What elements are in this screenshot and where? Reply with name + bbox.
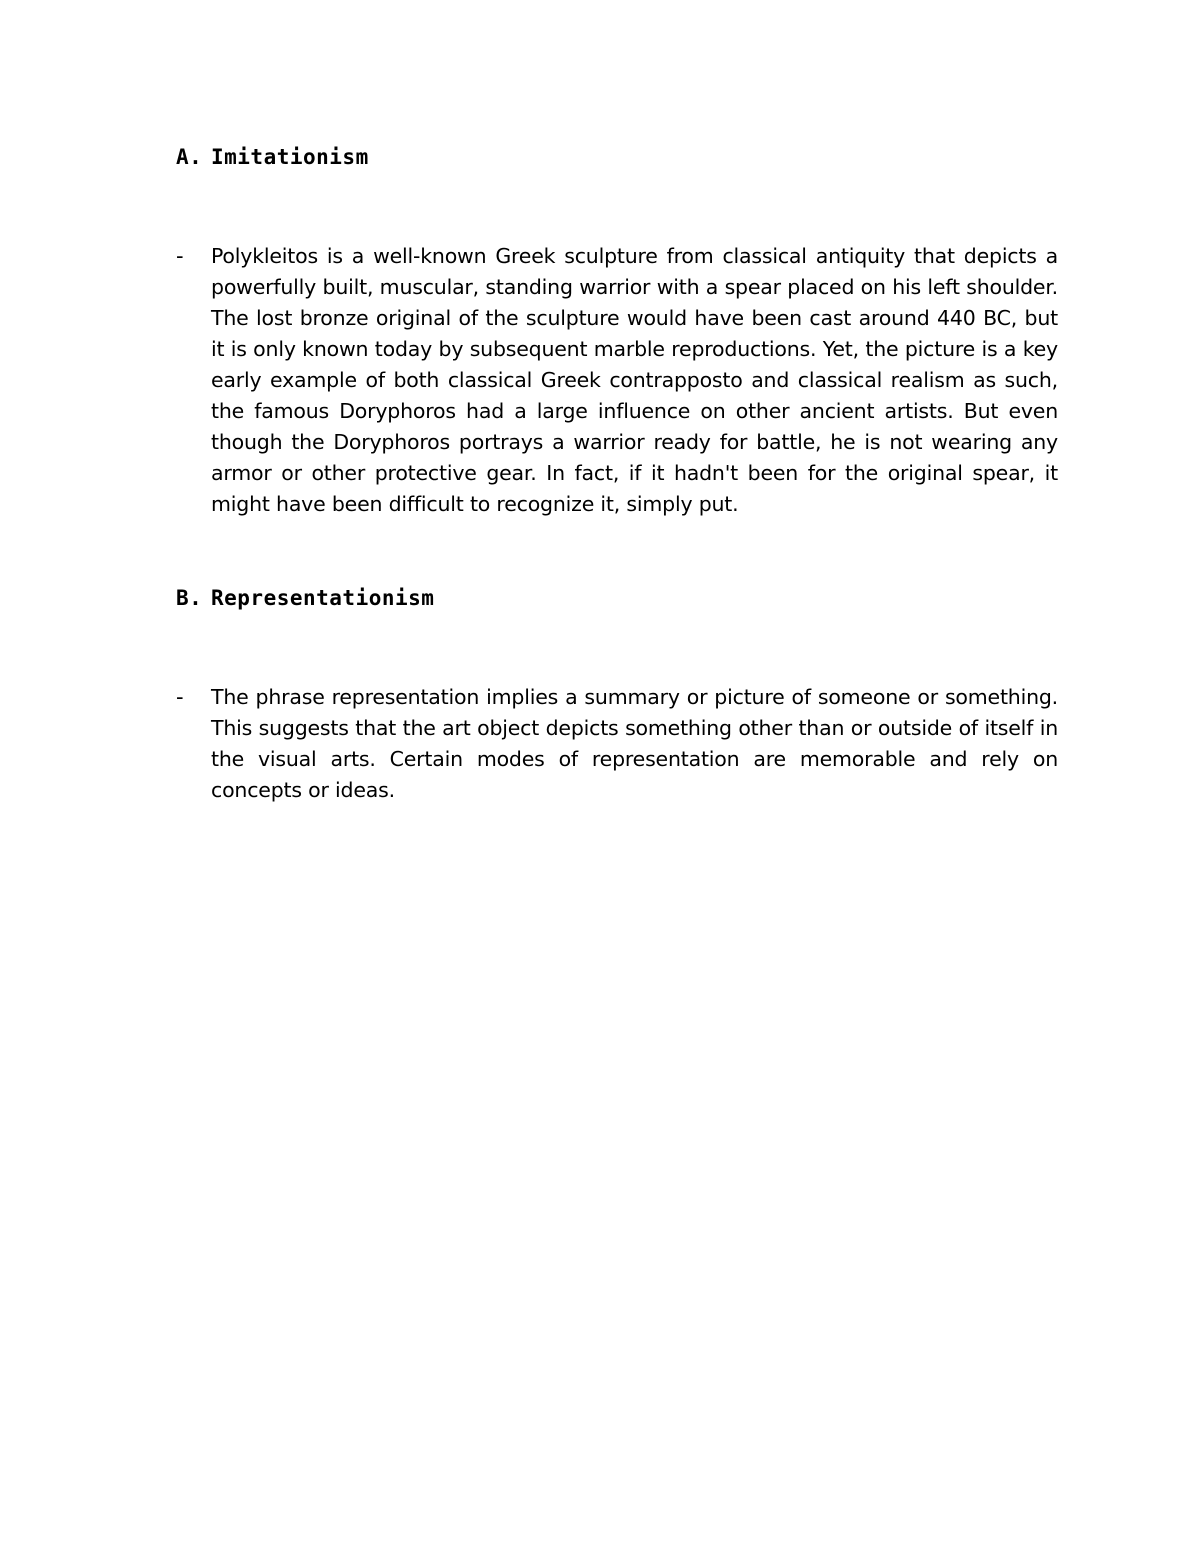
section-representationism (176, 582, 1058, 806)
bullet-item (176, 241, 1058, 520)
section-marker: A. (176, 145, 203, 169)
bullet-item (176, 682, 1058, 806)
bullet-dash: - (176, 244, 184, 268)
bullet-dash: - (176, 685, 184, 709)
section-heading (176, 582, 1058, 614)
bullet-paragraph: The phrase representation implies a summary or picture of someone or something. This suggests that the art object depicts something other than or outside of itself in the visual arts. Certain modes of representation are memorable and rely on concepts or ideas. (211, 685, 1058, 802)
section-title: Imitationism (211, 145, 369, 169)
section-heading (176, 141, 1058, 173)
bullet-paragraph: Polykleitos is a well-known Greek sculpture from classical antiquity that depicts a powerfully built, muscular, standing warrior with a spear placed on his left shoulder. The lost bronze original of the sculpture would have been cast around 440 BC, but it is only known today by subsequent marble reproductions. Yet, the picture is a key early example of both classical Greek contrapposto and classical realism as such, the famous Doryphoros had a large influence on other ancient artists. But even though the Doryphoros portrays a warrior ready for battle, he is not wearing any armor or other protective gear. In fact, if it hadn't been for the original spear, it might have been difficult to recognize it, simply put. (211, 244, 1058, 516)
section-title: Representationism (211, 586, 435, 610)
section-marker: B. (176, 586, 203, 610)
section-imitationism (176, 141, 1058, 520)
